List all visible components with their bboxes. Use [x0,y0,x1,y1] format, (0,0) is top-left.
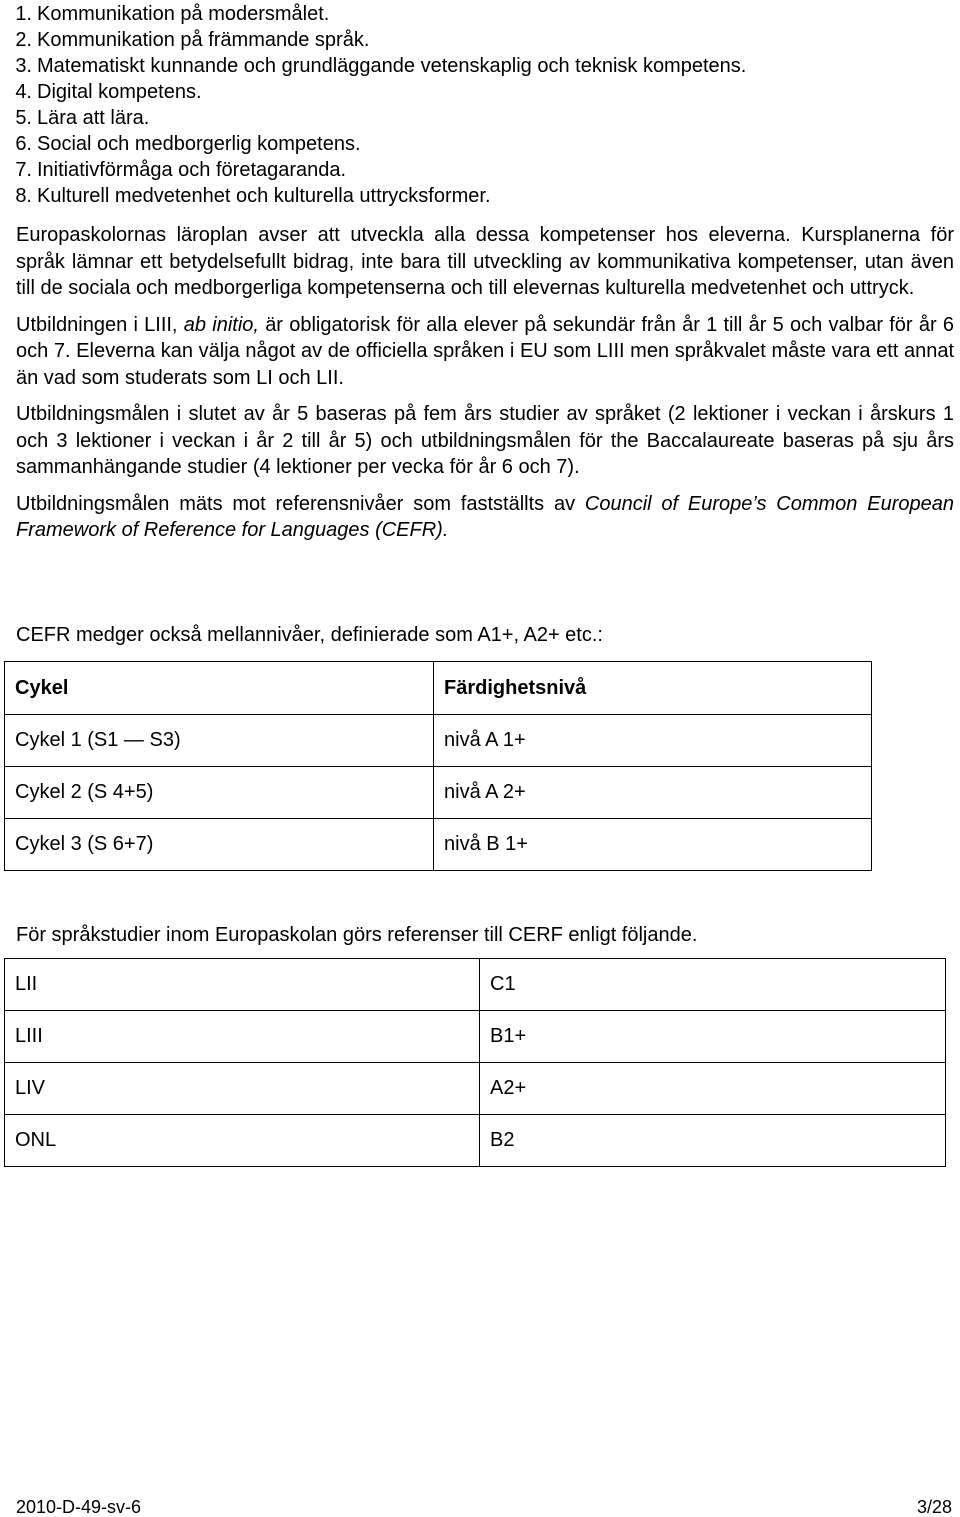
list-item: 6. Social och medborgerlig kompetens. [15,133,361,155]
paragraph-goals: Utbildningsmålen i slutet av år 5 baseras på fem års studier av språket (2 lektioner i veckan i årskurs 1 och 3 lektioner i veckan i år 2 till år 5) och utbildningsmålen för the Baccalaureate baseras på sju års sammanhängande studier (4 lektioner per vecka för år 6 och 7). [16,403,954,478]
list-item: 2. Kommunikation på främmande språk. [15,29,370,51]
column-header-cycle: Cykel [5,662,434,715]
table-row: Cykel 1 (S1 — S3) nivå A 1+ [5,715,872,767]
document-id: 2010-D-49-sv-6 [16,1497,142,1517]
list-item: 7. Initiativförmåga och företagaranda. [15,159,347,181]
cerf-intro-text: För språkstudier inom Europaskolan görs referenser till CERF enligt följande. [16,924,698,946]
paragraph-key-competences: Europaskolornas läroplan avser att utveckla alla dessa kompetenser hos eleverna. Kursplanerna för språk lämnar ett betydelsefullt bidrag, inte bara till utveckling av kommunikativa kompetenser, utan även till de sociala och medborgerliga kompetenserna och till elevernas kulturella medvetenhet och uttryck. [16,224,954,299]
table-row: Cykel 2 (S 4+5) nivå A 2+ [5,767,872,819]
list-item: 3. Matematiskt kunnande och grundläggande vetenskaplig och teknisk kompetens. [15,55,747,77]
table-row: ONL B2 [5,1115,946,1167]
paragraph-liii: Utbildningen i LIII, ab initio, är obligatorisk för alla elever på sekundär från år 1 till år 5 och valbar för år 6 och 7. Eleverna kan välja något av de officiella språken i EU som LIII men språkvalet måste vara ett annat än vad som studerats som LI och LII. [16,313,954,389]
page-number: 3/28 [916,1497,952,1517]
list-item: 1. Kommunikation på modersmålet. [15,3,330,25]
page-footer [16,1497,952,1517]
list-item: 4. Digital kompetens. [15,81,202,103]
paragraph-cefr: Utbildningsmålen mäts mot referensnivåer som fastställts av Council of Europe’s Common European Framework of Reference for Languages (CEFR). [16,492,954,541]
list-item: 8. Kulturell medvetenhet och kulturella uttrycksformer. [15,185,491,207]
cefr-intro-text: CEFR medger också mellannivåer, definierade som A1+, A2+ etc.: [16,624,603,646]
competence-list [0,1,954,209]
language-level-table [4,958,946,1167]
table-row: LII C1 [5,959,946,1011]
table-row: LIII B1+ [5,1011,946,1063]
document-page [15,0,954,1517]
table-row: Cykel 3 (S 6+7) nivå B 1+ [5,819,872,871]
list-item: 5. Lära att lära. [15,107,150,129]
cycle-level-table [4,661,872,871]
table-header-row [5,662,872,715]
column-header-level: Färdighetsnivå [434,662,872,715]
table-row: LIV A2+ [5,1063,946,1115]
